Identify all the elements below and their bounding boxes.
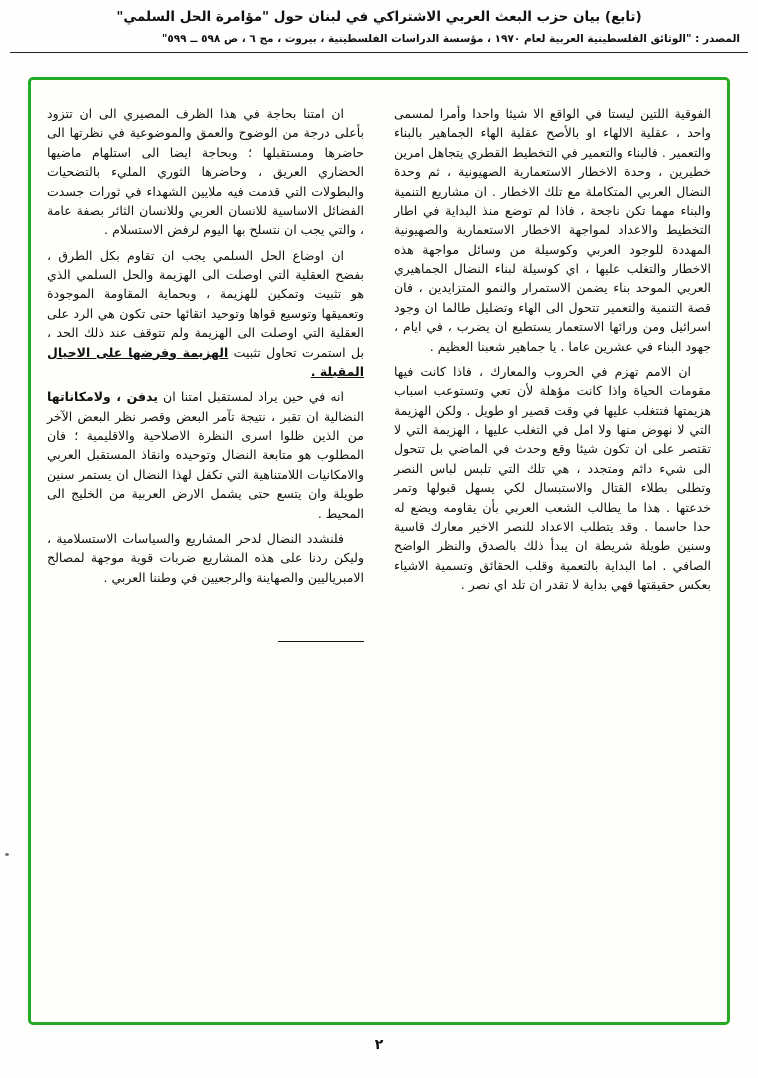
page-number: ٢ [374,1037,384,1053]
source-line: المصدر : "الوثائق الفلسطينية العربية لعام ١٩٧٠ ، مؤسسة الدراسات الفلسطينية ، بيروت ، مج ٦ ، ص ٥٩٨ ــ ٥٩٩" [161,33,740,45]
paragraph-left-2 [47,246,364,382]
content-border-box [28,77,730,1025]
paragraph-left-2-text: ان اوضاع الحل السلمي يجب ان تقاوم بكل الطرق ، بفضح العقلية التي اوصلت الى الهزيمة والحل السلمي الذي هو تثبيت وتمكين للهزيمة ، وبحماية المقاومة الموجودة وتعميقها وتوسيع قواها وتوحيد اتقائها حتى تكون هي الرد على العقلية التي اوصلت الى الهزيمة ولم تتوقف عند ذلك الحد ، بل استمرت تحاول تثبيت [47,247,364,360]
paragraph-right-1: الفوقية اللتين ليستا في الواقع الا شيئا واحدا وأمرا لمسمى واحد ، عقلية الالهاء او بالأصح عقلية الهاء الجماهير بالبناء والتعمير . فالبناء والتعمير في التخطيط القطري يتجاهل امرين خطيرين ، وحدة الاخطار الاستعمارية الصهيونية ، ثم وحدة النضال العربي المتكاملة مع تلك الاخطار . ان مشاريع التنمية والبناء مهما تكن ناجحة ، فاذا لم توضع منذ البداية في اطار التخطيط والاعداد لمواجهة الاخطار الاستعمارية والصهيونية المهددة للوجود العربي وكوسيلة من وسائل مواجهة هذه الاخطار والتغلب عليها ، اي كوسيلة لبناء النضال الجماهيري العربي الموحد بناء يضمن الاستمرار والنمو المتزايدين ، فان قصة التنمية والتعمير تتحول الى الهاء وتضليل طالما ان وجود اسرائيل ومن ورائها الاستعمار يستطيع ان يضرب ، في ايام ، جهود البناء في عشرين عاما . يا جماهير شعبنا العظيم . [394,106,711,354]
column-right [394,104,711,600]
scan-artifact [5,853,9,856]
document-title: (تابع) بيان حزب البعث العربي الاشتراكي في لبنان حول "مؤامرة الحل السلمي" [116,9,642,25]
paragraph-left-4: فلنشدد النضال لدحر المشاريع والسياسات الاستسلامية ، وليكن ردنا على هذه المشاريع ضربات قوية موجهة لمصالح الامبرياليين والصهاينة والرجعيين في وطننا العربي . [47,530,364,585]
text-columns [47,104,711,642]
paragraph-left-3-text-b: النضالية ان تقبر ، نتيجة تآمر البعض وقصر نظر البعض الآخر من الذين ظلوا اسرى النظرة الاصلاحية والاقليمية ؛ فان المطلوب هو متابعة النضال وتوحيده وانقاذ المستقبل العربي والامكانيات اللامتناهية التي تكفل لهذا النضال ان يستمر سنين طويلة وان يتسع حتى يشمل الارض العربية من الخليج الى المحيط . [47,408,364,521]
column-left [47,104,364,642]
paragraph-left-1: ان امتنا بحاجة في هذا الظرف المصيري الى ان تتزود بأعلى درجة من الوضوح والعمق والموضوعية في نظرتها الى حاضرها ومستقبلها ؛ وبحاجة ايضا الى استلهام ماضيها الحضاري العريق ، وحاضرها الثوري المليء بالتضحيات والبطولات التي قدمت فيه ملايين الشهداء في ثورات جسدت الفضائل الاساسية للانسان العربي وللانسان الثائر بصفة عامة ، والتي يجب ان نتسلح بها اليوم لرفض الاستسلام . [47,106,364,238]
header-divider [10,52,748,53]
footnote-rule [278,641,364,642]
paragraph-right-2: ان الامم تهزم في الحروب والمعارك ، فاذا كانت فيها مقومات الحياة واذا كانت مؤهلة لأن تعي وتستوعب اسباب هزيمتها فتتغلب عليها في وقت قصير او طويل . ولكن الهزيمة التي لا نهوض منها ولا امل في التغلب عليها ، الهزيمة التي لا تقتصر على ان تكون شيئا وقع وحدث في الماضي بل تتحول الى شيء دائم ومتجدد ، هي تلك التي تلبس لباس النصر وتطلى بطلاء القتال والاستبسال لكي يسهل قبولها وتمر خدعتها . هذا ما يطالب الشعب العربي بأن يقاومه ويضع له حدا حاسما . وقد يتطلب الاعداد للنصر الاخير معارك قاسية وسنين طويلة شريطة ان يبدأ ذلك بالصدق والنظر الواضح الصافي . اما البداية بالتعمية وقلب الحقائق وتسمية الاشياء بعكس حقيقتها فهي بداية لا تقدر ان تلد اي نصر . [394,363,711,592]
paragraph-left-3-text-a: انه في حين يراد لمستقبل امتنا ان [157,389,344,405]
emphasized-text: الهزيمة وفرضها على الاجيال المقبلة . [47,344,364,379]
bold-text: يدفن ، ولامكاناتها [47,389,158,405]
document-header [0,0,758,45]
paragraph-left-3 [47,387,364,523]
